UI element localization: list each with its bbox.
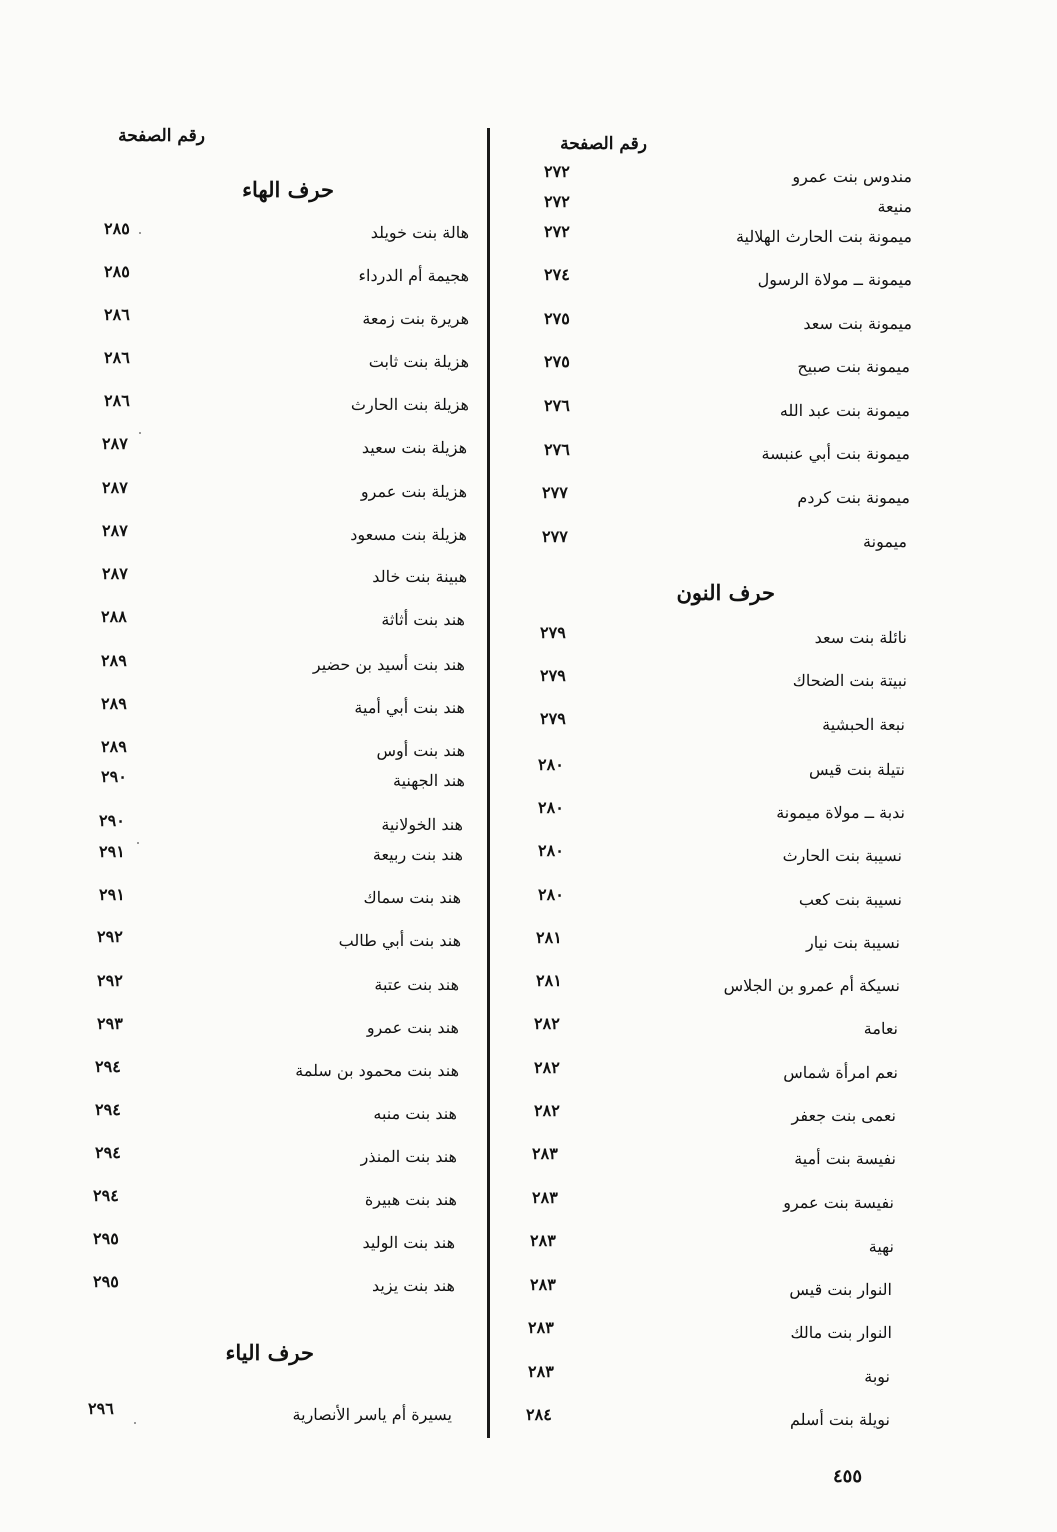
entry-name: هزيلة بنت سعيد [361, 438, 467, 457]
entry-name: النوار بنت مالك [790, 1323, 892, 1342]
entry-page: ٢٩٥ [93, 1229, 119, 1248]
section-title-nun: حرف النون [676, 580, 775, 605]
entry-page: ٢٨٠ [538, 885, 564, 904]
entry-page: ٢٨٨ [101, 607, 127, 626]
left-column-header: رقم الصفحة [118, 126, 205, 146]
entry-page: ٢٩٢ [97, 927, 123, 946]
entry-name: هبينة بنت خالد [372, 567, 467, 586]
entry-page: ٢٨٢ [534, 1101, 560, 1120]
entry-name: هند بنت سماك [363, 888, 461, 907]
entry-name: ميمونة [863, 532, 907, 551]
entry-page: ٢٩٠ [99, 811, 125, 830]
entry-name: نبعة الحبشية [822, 715, 905, 734]
entry-name: هند بنت الوليد [362, 1233, 455, 1252]
entry-page: ٢٧٦ [544, 440, 570, 459]
entry-page: ٢٨٦ [104, 391, 130, 410]
entry-name: ميمونة بنت كردم [797, 488, 910, 507]
entry-name: نسيبة بنت كعب [798, 890, 902, 909]
entry-page: ٢٧٥ [544, 309, 570, 328]
entry-name: نعامة [863, 1019, 898, 1038]
entry-page: ٢٧٦ [544, 396, 570, 415]
entry-page: ٢٨٣ [532, 1188, 558, 1207]
entry-name: هند بنت ربيعة [372, 845, 463, 864]
entry-page: ٢٨٢ [534, 1014, 560, 1033]
entry-page: ٢٩٤ [95, 1057, 121, 1076]
entry-name: هند بنت أبي أمية [354, 698, 465, 717]
entry-name: هند بنت أبي طالب [338, 931, 461, 950]
entry-name: نسيكة أم عمرو بن الجلاس [723, 976, 900, 995]
entry-page: ٢٧٧ [542, 483, 568, 502]
entry-name: نويلة بنت أسلم [789, 1410, 890, 1429]
entry-name: هند بنت محمود بن سلمة [295, 1061, 459, 1080]
entry-page: ٢٩٣ [97, 1014, 123, 1033]
entry-name: نتيلة بنت قيس [808, 760, 905, 779]
scan-speck [134, 1422, 136, 1424]
entry-name: يسيرة أم ياسر الأنصارية [292, 1405, 452, 1424]
entry-name: نفيسة بنت عمرو [783, 1193, 894, 1212]
entry-page: ٢٨٦ [104, 305, 130, 324]
entry-page: ٢٩٤ [93, 1186, 119, 1205]
right-column-header: رقم الصفحة [560, 134, 647, 154]
column-divider [487, 128, 490, 1438]
entry-page: ٢٩٥ [93, 1272, 119, 1291]
entry-page: ٢٨٠ [538, 841, 564, 860]
entry-page: ٢٨٢ [534, 1058, 560, 1077]
entry-name: هند بنت أثاثة [381, 610, 465, 629]
entry-name: هند بنت منبه [373, 1104, 457, 1123]
entry-page: ٢٨٩ [101, 694, 127, 713]
entry-page: ٢٨٣ [530, 1231, 556, 1250]
entry-page: ٢٨٧ [102, 478, 128, 497]
entry-name: ميمونة بنت الحارث الهلالية [735, 227, 912, 246]
entry-page: ٢٩٦ [88, 1399, 114, 1418]
entry-page: ٢٩٠ [101, 767, 127, 786]
entry-page: ٢٨٧ [102, 521, 128, 540]
entry-name: ميمونة بنت سعد [803, 314, 912, 333]
entry-name: هزيلة بنت عمرو [360, 482, 467, 501]
entry-page: ٢٧٢ [544, 192, 570, 211]
entry-page: ٢٨٥ [104, 262, 130, 281]
entry-name: هالة بنت خويلد [370, 223, 469, 242]
entry-name: هزيلة بنت ثابت [368, 352, 469, 371]
entry-name: مندوس بنت عمرو [792, 167, 912, 186]
entry-name: ميمونة ــ مولاة الرسول [757, 270, 912, 289]
entry-name: نائلة بنت سعد [814, 628, 907, 647]
entry-page: ٢٨٣ [528, 1318, 554, 1337]
entry-name: نفيسة بنت أمية [794, 1149, 896, 1168]
entry-name: هند الجهنية [392, 771, 465, 790]
entry-name: نهية [868, 1237, 894, 1256]
entry-page: ٢٨٩ [101, 737, 127, 756]
entry-page: ٢٨٣ [530, 1275, 556, 1294]
entry-name: هند بنت عمرو [366, 1018, 459, 1037]
entry-name: النوار بنت قيس [789, 1280, 892, 1299]
scan-speck [139, 232, 141, 234]
entry-page: ٢٧٢ [544, 222, 570, 241]
entry-name: نسيبة بنت الحارث [782, 846, 902, 865]
entry-page: ٢٩٤ [95, 1100, 121, 1119]
entry-name: هند بنت عتبة [374, 975, 459, 994]
entry-page: ٢٨٤ [526, 1405, 552, 1424]
entry-page: ٢٧٩ [540, 623, 566, 642]
entry-page: ٢٨٣ [532, 1144, 558, 1163]
entry-name: ندبة ــ مولاة ميمونة [776, 803, 905, 822]
entry-name: هريرة بنت زمعة [362, 309, 469, 328]
entry-page: ٢٨٦ [104, 348, 130, 367]
entry-name: منيعة [877, 197, 912, 216]
section-title-ya: حرف الياء [225, 1340, 314, 1365]
entry-name: هند بنت هبيرة [364, 1190, 457, 1209]
entry-name: ميمونة بنت أبي عنبسة [761, 444, 910, 463]
entry-page: ٢٩١ [99, 842, 125, 861]
entry-name: هند بنت يزيد [372, 1276, 455, 1295]
scan-speck [137, 842, 139, 844]
entry-page: ٢٧٤ [544, 265, 570, 284]
entry-page: ٢٨٠ [538, 798, 564, 817]
section-title-ha: حرف الهاء [242, 177, 334, 202]
entry-name: نبيتة بنت الضحاك [792, 671, 907, 690]
entry-name: هند بنت أسيد بن حضير [312, 655, 465, 674]
entry-page: ٢٨٠ [538, 755, 564, 774]
scan-speck [139, 432, 141, 434]
entry-name: ميمونة بنت عبد الله [779, 401, 910, 420]
entry-name: هجيمة أم الدرداء [358, 266, 469, 285]
entry-name: هند الخولانية [381, 815, 463, 834]
entry-name: نعمى بنت جعفر [791, 1106, 896, 1125]
entry-page: ٢٨٧ [102, 434, 128, 453]
entry-name: هند بنت المنذر [360, 1147, 457, 1166]
entry-page: ٢٨٣ [528, 1362, 554, 1381]
entry-page: ٢٨٧ [102, 564, 128, 583]
entry-page: ٢٨٩ [101, 651, 127, 670]
entry-name: نسيبة بنت نيار [805, 933, 900, 952]
entry-page: ٢٧٩ [540, 666, 566, 685]
entry-name: نوبة [864, 1367, 890, 1386]
entry-name: هزيلة بنت مسعود [350, 525, 467, 544]
entry-page: ٢٩١ [99, 885, 125, 904]
entry-page: ٢٧٢ [544, 162, 570, 181]
entry-page: ٢٨١ [536, 928, 562, 947]
entry-page: ٢٧٧ [542, 527, 568, 546]
entry-page: ٢٩٢ [97, 971, 123, 990]
entry-page: ٢٧٥ [544, 352, 570, 371]
entry-name: هزيلة بنت الحارث [350, 395, 469, 414]
entry-page: ٢٨١ [536, 971, 562, 990]
entry-page: ٢٨٥ [104, 219, 130, 238]
entry-name: ميمونة بنت صبيح [797, 357, 910, 376]
entry-page: ٢٩٤ [95, 1143, 121, 1162]
page-number: ٤٥٥ [833, 1466, 863, 1487]
entry-page: ٢٧٩ [540, 709, 566, 728]
entry-name: هند بنت أوس [376, 741, 465, 760]
entry-name: نعم امرأة شماس [783, 1063, 898, 1082]
